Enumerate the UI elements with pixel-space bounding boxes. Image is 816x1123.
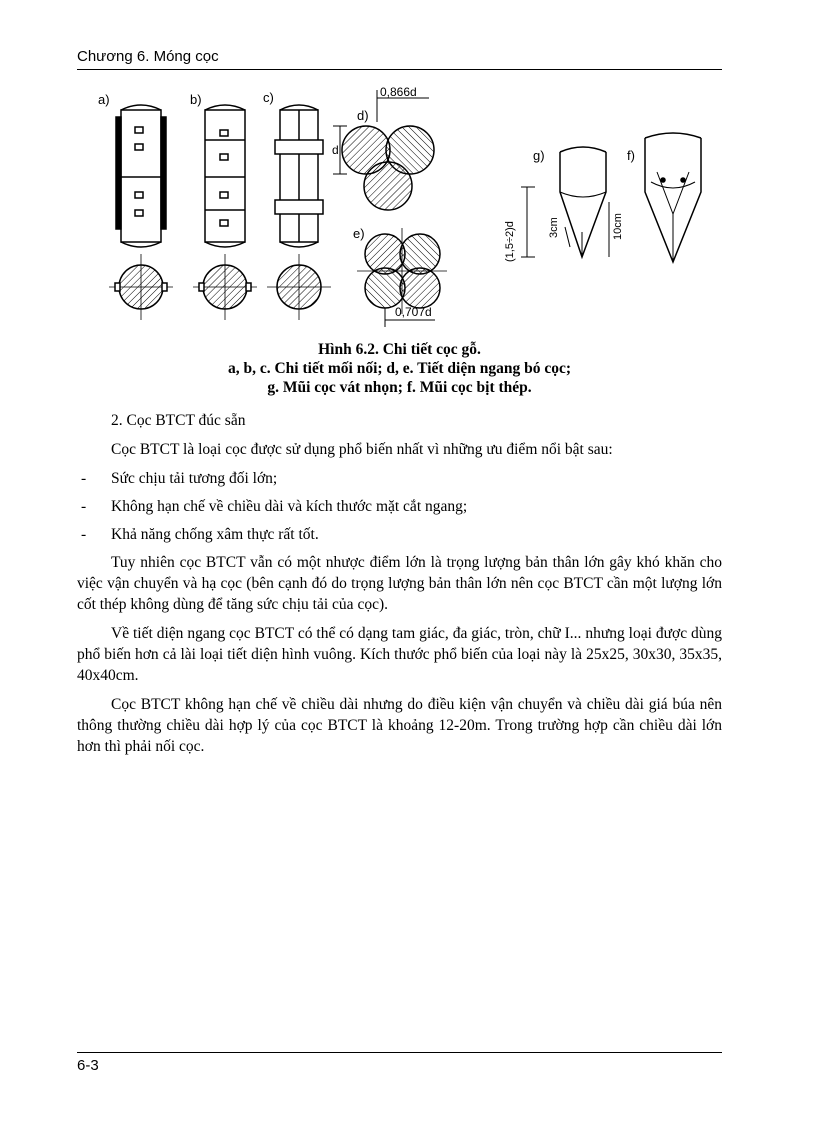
label-a: a) [98,92,110,107]
steel-shoe-tip-f [627,133,701,262]
page-header [77,48,722,65]
splice-detail-c [263,90,331,320]
label-e: e) [353,226,365,241]
body-text [77,410,722,765]
page-number: 6-3 [77,1057,99,1074]
figure-caption [77,340,722,397]
section-title: 2. Cọc BTCT đúc sẵn [111,412,246,429]
dim-10cm: 10cm [612,213,624,240]
cluster-section-d [332,85,434,210]
label-d: d) [357,108,369,123]
dim-0707d: 0,707d [395,305,432,319]
chapter-title: Chương 6. Móng cọc [77,48,219,65]
label-c: c) [263,90,274,105]
list-item: - Không hạn chế về chiều dài và kích thước mặt cắt ngang; [81,498,468,515]
dim-0866d: 0,866d [380,85,417,99]
list-item: - Sức chịu tải tương đối lớn; [81,470,278,487]
dim-d: d [332,143,339,157]
list-item: - Khả năng chống xâm thực rất tốt. [81,526,319,543]
splice-detail-a [98,92,173,320]
dim-15-2d: (1,5÷2)d [504,221,516,262]
label-b: b) [190,92,202,107]
timber-pile-figure [95,82,735,338]
splice-detail-b [190,92,257,320]
advantage-3: Khả năng chống xâm thực rất tốt. [111,526,319,543]
paragraph-length: Cọc BTCT không hạn chế về chiều dài nhưng do điều kiện vận chuyển và chiều dài giá búa nên thông thường chiều dài hợp lý của cọc BTCT là khoảng 12-20m. Trong trường hợp cần chiều dài lớn hơn thì phải nối cọc. [77,696,722,755]
dim-3cm: 3cm [548,217,560,238]
label-g: g) [533,148,545,163]
caption-line-2: a, b, c. Chi tiết mối nối; d, e. Tiết diện ngang bó cọc; [227,360,572,377]
advantage-2: Không hạn chế về chiều dài và kích thước mặt cắt ngang; [111,498,468,515]
page-footer [77,1057,99,1074]
advantage-1: Sức chịu tải tương đối lớn; [111,470,278,487]
paragraph-drawback: Tuy nhiên cọc BTCT vẫn có một nhược điểm lớn là trọng lượng bản thân lớn gây khó khăn cho việc vận chuyển và hạ cọc (bên cạnh đó do trọng lượng bản thân lớn nên cọc BTCT cần một lượng lớn cốt thép không dùng để tăng sức chịu tải của cọc). [77,554,722,613]
label-f: f) [627,148,635,163]
pointed-tip-g [504,147,624,262]
cluster-section-e [353,226,447,327]
caption-line-1: Hình 6.2. Chi tiết cọc gỗ. [318,341,481,358]
intro-paragraph: Cọc BTCT là loại cọc được sử dụng phổ biến nhất vì những ưu điểm nổi bật sau: [111,441,613,458]
footer-rule [77,1052,722,1053]
paragraph-cross-section: Về tiết diện ngang cọc BTCT có thể có dạng tam giác, đa giác, tròn, chữ I... nhưng loại được dùng phổ biến hơn cả lài loại tiết diện hình vuông. Kích thước phổ biến của loại này là 25x25, 30x30, 35x35, 40x40cm. [77,625,722,684]
header-rule [77,69,722,70]
caption-line-3: g. Mũi cọc vát nhọn; f. Mũi cọc bịt thép. [267,379,532,396]
